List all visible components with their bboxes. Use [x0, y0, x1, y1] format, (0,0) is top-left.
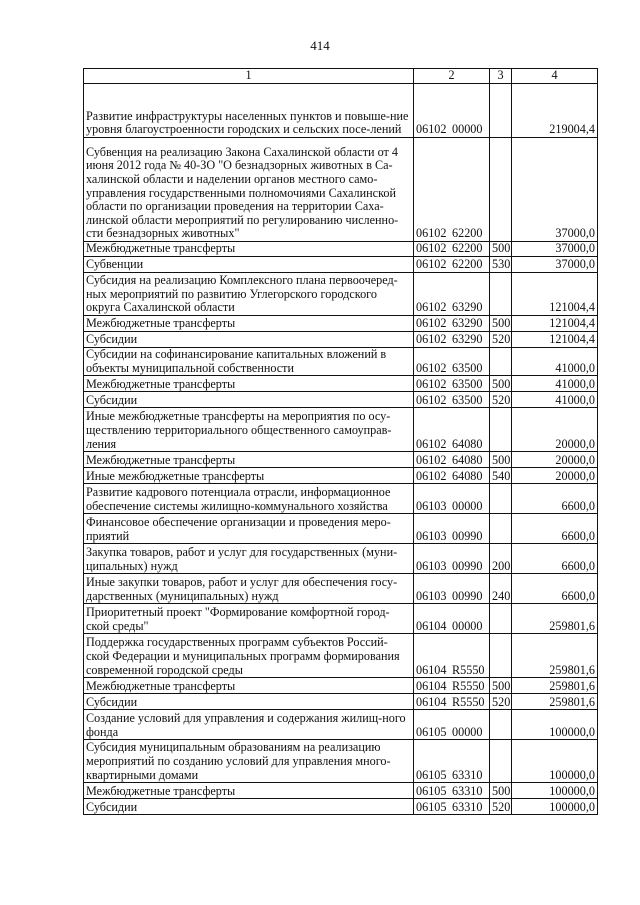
row-code-program: 06102	[416, 300, 447, 315]
row-code-program: 06104	[416, 662, 447, 677]
row-name: Субсидии	[84, 332, 414, 348]
row-code-direction: 62200	[452, 257, 483, 272]
row-name: Развитие инфраструктуры населенных пунктов и повыше-ние уровня благоустроенности городских и сельских посе-лений	[84, 84, 414, 138]
row-expense-type: 200	[490, 544, 512, 574]
row-name: Субвенция на реализацию Закона Сахалинской области от 4 июня 2012 года № 40-ЗО "О безнадзорных животных в Са-халинской области и наделении органов местного само-управления государственными полномочиями Сахалинской области по организации проведения на территории Саха-линской области мероприятий по регулированию численно-сти безнадзорных животных"	[84, 138, 414, 242]
row-code-program: 06102	[416, 257, 447, 272]
row-name: Иные межбюджетные трансферты	[84, 468, 414, 484]
row-code-program: 06105	[416, 799, 447, 814]
column-header-amount: 4	[512, 69, 598, 84]
table-row	[84, 740, 598, 783]
row-name: Закупка товаров, работ и услуг для государственных (муни-ципальных) нужд	[84, 544, 414, 574]
row-amount: 100000,0	[512, 710, 598, 740]
row-name: Субсидия муниципальным образованиям на реализацию мероприятий по созданию условий для управления много-квартирными домами	[84, 740, 414, 783]
table-row	[84, 694, 598, 710]
row-code-program: 06105	[416, 767, 447, 782]
row-name: Межбюджетные трансферты	[84, 678, 414, 694]
row-code-program: 06102	[416, 122, 447, 137]
row-amount: 37000,0	[512, 257, 598, 273]
row-code-program: 06102	[416, 452, 447, 467]
row-expense-type: 520	[490, 332, 512, 348]
row-name: Межбюджетные трансферты	[84, 242, 414, 257]
row-code-direction: 00990	[452, 588, 483, 603]
row-code-program: 06104	[416, 678, 447, 693]
table-row	[84, 332, 598, 348]
row-expense-type	[490, 710, 512, 740]
row-code-direction: 62200	[452, 226, 483, 241]
row-code	[414, 544, 490, 574]
table-row	[84, 348, 598, 376]
row-code-direction: 63500	[452, 360, 483, 375]
table-row	[84, 408, 598, 452]
row-code-direction: 00000	[452, 724, 483, 739]
row-code	[414, 514, 490, 544]
row-name: Развитие кадрового потенциала отрасли, информационное обеспечение системы жилищно-коммунального хозяйства	[84, 484, 414, 514]
table-row	[84, 710, 598, 740]
row-code-program: 06102	[416, 468, 447, 483]
row-amount: 37000,0	[512, 138, 598, 242]
row-code	[414, 694, 490, 710]
row-name: Субсидии	[84, 392, 414, 408]
row-name: Субсидия на реализацию Комплексного плана первоочеред-ных мероприятий по развитию Углегорского городского округа Сахалинской области	[84, 273, 414, 316]
table-row	[84, 257, 598, 273]
row-amount: 20000,0	[512, 452, 598, 468]
row-expense-type	[490, 138, 512, 242]
row-code-program: 06103	[416, 558, 447, 573]
row-amount: 6600,0	[512, 484, 598, 514]
row-expense-type	[490, 634, 512, 678]
table-row	[84, 544, 598, 574]
row-amount: 6600,0	[512, 514, 598, 544]
row-code-direction: 00000	[452, 498, 483, 513]
row-amount: 100000,0	[512, 799, 598, 815]
row-code-direction: R5550	[452, 662, 485, 677]
row-code	[414, 484, 490, 514]
row-name: Субсидии	[84, 694, 414, 710]
row-amount: 6600,0	[512, 574, 598, 604]
row-code	[414, 273, 490, 316]
row-expense-type: 520	[490, 392, 512, 408]
row-amount: 100000,0	[512, 740, 598, 783]
row-amount: 259801,6	[512, 678, 598, 694]
row-amount: 41000,0	[512, 348, 598, 376]
row-code-direction: 63310	[452, 783, 483, 798]
row-expense-type: 520	[490, 694, 512, 710]
row-code	[414, 392, 490, 408]
row-code-direction: 63500	[452, 392, 483, 407]
row-code-program: 06102	[416, 436, 447, 451]
row-amount: 100000,0	[512, 783, 598, 799]
row-expense-type	[490, 484, 512, 514]
row-amount: 41000,0	[512, 392, 598, 408]
row-code	[414, 138, 490, 242]
row-expense-type	[490, 84, 512, 138]
table-row	[84, 84, 598, 138]
row-name: Иные межбюджетные трансферты на мероприятия по осу-ществлению территориального общественного самоуправ-ления	[84, 408, 414, 452]
row-code-direction: R5550	[452, 694, 485, 709]
row-expense-type: 540	[490, 468, 512, 484]
row-code-direction: 63500	[452, 376, 483, 391]
row-code-direction: 62200	[452, 241, 483, 256]
row-name: Межбюджетные трансферты	[84, 783, 414, 799]
row-expense-type: 530	[490, 257, 512, 273]
row-code	[414, 678, 490, 694]
row-code	[414, 710, 490, 740]
row-code-program: 06102	[416, 241, 447, 256]
row-code-program: 06103	[416, 588, 447, 603]
row-amount: 121004,4	[512, 273, 598, 316]
table-row	[84, 452, 598, 468]
row-code	[414, 332, 490, 348]
row-code-direction: 63290	[452, 316, 483, 331]
row-code	[414, 574, 490, 604]
row-name: Субсидии на софинансирование капитальных вложений в объекты муниципальной собственности	[84, 348, 414, 376]
row-code	[414, 604, 490, 634]
row-name: Создание условий для управления и содержания жилищ-ного фонда	[84, 710, 414, 740]
row-amount: 259801,6	[512, 694, 598, 710]
row-code-program: 06103	[416, 528, 447, 543]
row-code	[414, 408, 490, 452]
row-amount: 259801,6	[512, 604, 598, 634]
row-amount: 259801,6	[512, 634, 598, 678]
table-row	[84, 574, 598, 604]
row-code	[414, 799, 490, 815]
row-name: Поддержка государственных программ субъектов Россий-ской Федерации и муниципальных программ формирования современной городской среды	[84, 634, 414, 678]
row-code	[414, 316, 490, 332]
table-row	[84, 468, 598, 484]
row-expense-type: 500	[490, 452, 512, 468]
row-code	[414, 376, 490, 392]
row-expense-type	[490, 408, 512, 452]
row-amount: 41000,0	[512, 376, 598, 392]
row-code	[414, 634, 490, 678]
row-code-direction: 64080	[452, 468, 483, 483]
row-code-program: 06102	[416, 316, 447, 331]
row-code-program: 06102	[416, 226, 447, 241]
row-code-direction: 63290	[452, 332, 483, 347]
row-code-direction: 63310	[452, 767, 483, 782]
table-row	[84, 783, 598, 799]
table-row	[84, 316, 598, 332]
row-code-program: 06102	[416, 376, 447, 391]
row-code-direction: 00990	[452, 528, 483, 543]
row-code	[414, 468, 490, 484]
row-amount: 6600,0	[512, 544, 598, 574]
row-code-direction: 63290	[452, 300, 483, 315]
row-code-direction: 00000	[452, 618, 483, 633]
row-amount: 219004,4	[512, 84, 598, 138]
row-expense-type: 500	[490, 783, 512, 799]
page-number: 414	[310, 38, 330, 53]
row-code-direction: 63310	[452, 799, 483, 814]
table-row	[84, 242, 598, 257]
row-expense-type: 520	[490, 799, 512, 815]
row-code	[414, 452, 490, 468]
table-header-row	[84, 69, 598, 84]
row-expense-type	[490, 273, 512, 316]
table-row	[84, 514, 598, 544]
row-name: Межбюджетные трансферты	[84, 376, 414, 392]
row-code-direction: 64080	[452, 436, 483, 451]
row-expense-type: 240	[490, 574, 512, 604]
row-code-program: 06104	[416, 618, 447, 633]
table-row	[84, 376, 598, 392]
row-code	[414, 348, 490, 376]
table-row	[84, 678, 598, 694]
row-amount: 37000,0	[512, 242, 598, 257]
row-code	[414, 242, 490, 257]
row-name: Межбюджетные трансферты	[84, 316, 414, 332]
row-code-program: 06102	[416, 392, 447, 407]
row-expense-type: 500	[490, 678, 512, 694]
table-row	[84, 273, 598, 316]
row-name: Иные закупки товаров, работ и услуг для обеспечения госу-дарственных (муниципальных) нужд	[84, 574, 414, 604]
row-code-program: 06102	[416, 360, 447, 375]
row-expense-type	[490, 514, 512, 544]
table-row	[84, 484, 598, 514]
row-expense-type: 500	[490, 242, 512, 257]
budget-table	[83, 68, 598, 815]
row-amount: 121004,4	[512, 332, 598, 348]
table-row	[84, 138, 598, 242]
row-amount: 20000,0	[512, 468, 598, 484]
row-expense-type	[490, 604, 512, 634]
row-code-direction: 64080	[452, 452, 483, 467]
table-row	[84, 392, 598, 408]
row-code	[414, 740, 490, 783]
row-expense-type: 500	[490, 376, 512, 392]
table-row	[84, 604, 598, 634]
row-expense-type	[490, 740, 512, 783]
row-code-program: 06102	[416, 332, 447, 347]
row-code-direction: 00000	[452, 122, 483, 137]
row-code-program: 06105	[416, 783, 447, 798]
row-code-program: 06103	[416, 498, 447, 513]
row-amount: 121004,4	[512, 316, 598, 332]
row-name: Межбюджетные трансферты	[84, 452, 414, 468]
row-code-program: 06104	[416, 694, 447, 709]
row-code	[414, 783, 490, 799]
row-name: Субвенции	[84, 257, 414, 273]
row-code-direction: 00990	[452, 558, 483, 573]
column-header-code: 2	[414, 69, 490, 84]
row-code	[414, 257, 490, 273]
column-header-vr: 3	[490, 69, 512, 84]
column-header-name: 1	[84, 69, 414, 84]
row-code	[414, 84, 490, 138]
row-code-program: 06105	[416, 724, 447, 739]
table-row	[84, 799, 598, 815]
row-name: Субсидии	[84, 799, 414, 815]
row-amount: 20000,0	[512, 408, 598, 452]
row-name: Финансовое обеспечение организации и проведения меро-приятий	[84, 514, 414, 544]
table-row	[84, 634, 598, 678]
row-expense-type	[490, 348, 512, 376]
row-code-direction: R5550	[452, 678, 485, 693]
row-expense-type: 500	[490, 316, 512, 332]
row-name: Приоритетный проект "Формирование комфортной город-ской среды"	[84, 604, 414, 634]
